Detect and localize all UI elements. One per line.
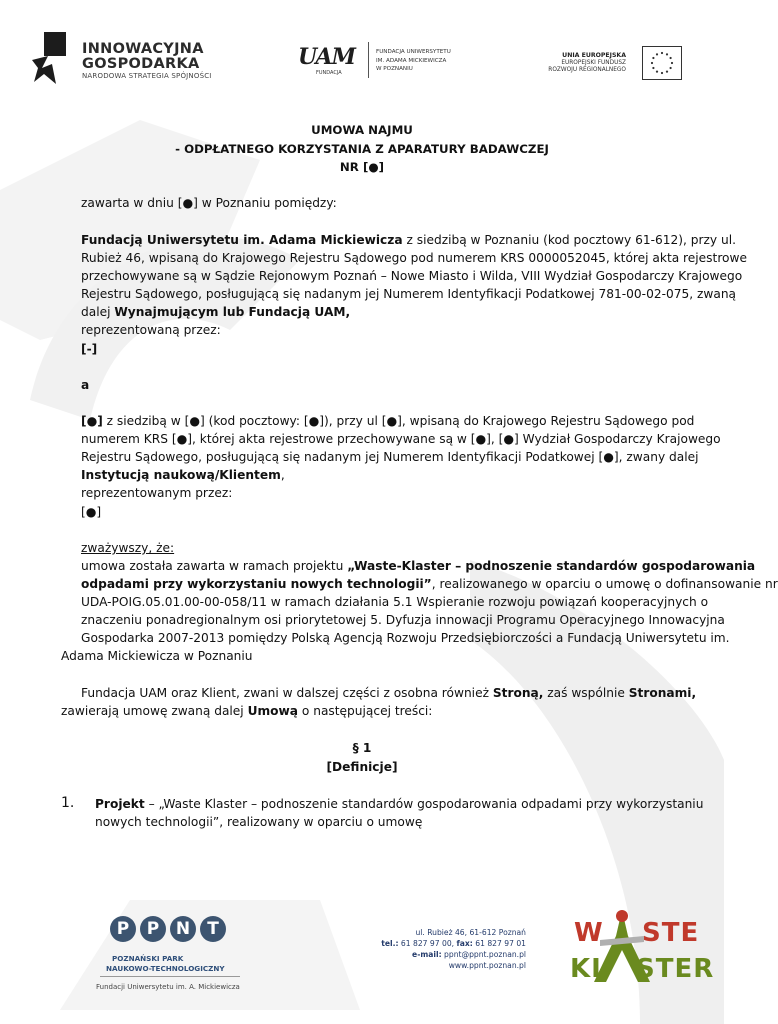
email-label: e-mail: <box>412 950 442 959</box>
uam-foundation-logo <box>298 40 468 80</box>
ppnt-logo <box>90 916 250 996</box>
waste-letter-w: W <box>574 918 604 948</box>
eu-logo <box>540 46 682 80</box>
whereas-project-name-cont: odpadami przy wykorzystaniu nowych technologii” <box>81 577 432 591</box>
tel-value: 61 827 97 00, <box>398 939 457 948</box>
parties-umowa: Umową <box>247 704 299 718</box>
party2-placeholder: [●] <box>81 414 103 428</box>
uam-divider <box>368 42 369 78</box>
parties-text-c: zaś wspólnie <box>543 686 629 700</box>
whereas-line1-pre: umowa została zawarta w ramach projektu <box>81 559 348 573</box>
parties-text-2c: o następującej treści: <box>298 704 433 718</box>
party1-line2: Rubież 46, wpisaną do Krajowego Rejestru Sądowego pod numerem KRS 0000052045, której akta rejestrowe <box>81 251 747 265</box>
party1-line5 <box>81 305 350 319</box>
uam-foundation-line3: W POZNANIU <box>376 66 413 72</box>
uam-small-label: FUNDACJA <box>316 70 342 76</box>
section-number: § 1 <box>352 741 372 755</box>
doc-title-line3: NR [●] <box>339 160 385 174</box>
ppnt-letter-n: N <box>170 916 196 942</box>
waste-letters-ster: STER <box>636 954 715 984</box>
party2-line4 <box>81 468 285 482</box>
ig-title-line1: INNOWACYJNA <box>82 41 204 57</box>
party1-represented: reprezentowaną przez: <box>81 323 221 337</box>
party1-line5-pre: dalej <box>81 305 115 319</box>
ppnt-letter-t: T <box>200 916 226 942</box>
party1-line4: Rejestru Sądowego, posługującą się nadanym jej Numerem Identyfikacji Podatkowej 781-00-02-075, zwaną <box>81 287 737 301</box>
parties-strona: Stroną, <box>492 686 544 700</box>
party2-representative: [●] <box>81 505 102 519</box>
contact-website[interactable]: www.ppnt.poznan.pl <box>448 961 526 970</box>
item1-number: 1. <box>61 795 75 811</box>
whereas-line3: UDA-POIG.05.01.00-00-058/11 w ramach działania 5.1 Wspieranie rozwoju powiązań kooperacyjnych o <box>81 595 709 609</box>
party1-line3: przechowywane są w Sądzie Rejonowym Poznań – Nowe Miasto i Wilda, VIII Wydział Gospodarczy Krajowego <box>81 269 743 283</box>
innowacyjna-gospodarka-logo <box>30 30 215 86</box>
star-burst-icon <box>30 30 74 86</box>
fax-value: 61 827 97 01 <box>472 939 526 948</box>
whereas-line5: Gospodarka 2007-2013 pomiędzy Polską Agencją Rozwoju Przedsiębiorczości a Fundacją Uniwersytetu im. <box>81 631 730 645</box>
tel-label: tel.: <box>381 939 399 948</box>
whereas-line2-rest: , realizowanego w oparciu o umowę o dofinansowanie nr <box>431 577 778 591</box>
ppnt-letter-p1: P <box>110 916 136 942</box>
item1-term: Projekt <box>95 797 145 811</box>
waste-letters-ste: STE <box>642 918 700 948</box>
party2-line2: numerem KRS [●], której akta rejestrowe przechowywane są w [●], [●] Wydział Gospodarczy Krajowego <box>81 432 721 446</box>
eu-line1: UNIA EUROPEJSKA <box>562 52 626 59</box>
parties-line1 <box>81 686 697 700</box>
parties-line2 <box>61 704 432 718</box>
fax-label: fax: <box>456 939 473 948</box>
party2-line3: Rejestru Sądowego, posługującą się nadanym jej Numerem Identyfikacji Podatkowej [●], zwany dalej <box>81 450 699 464</box>
whereas-heading: zważywszy, że: <box>81 541 175 555</box>
party2-line1 <box>81 414 695 428</box>
ppnt-divider <box>100 976 240 977</box>
party2-alias: Instytucją naukową/Klientem <box>81 468 281 482</box>
eu-line2: EUROPEJSKI FUNDUSZ <box>561 60 626 66</box>
item1-line2: nowych technologii”, realizowany w oparciu o umowę <box>95 815 423 829</box>
whereas-project-name: „Waste-Klaster – podnoszenie standardów gospodarowania <box>347 559 756 573</box>
parties-text-2a: zawierają umowę zwaną dalej <box>61 704 248 718</box>
ppnt-letter-p2: P <box>140 916 166 942</box>
uam-foundation-line1: FUNDACJA UNIWERSYTETU <box>376 49 451 55</box>
ppnt-foundation: Fundacji Uniwersytetu im. A. Mickiewicza <box>96 983 240 991</box>
conjunction-a: a <box>81 378 90 392</box>
parties-text-a: Fundacja UAM oraz Klient, zwani w dalszej części z osobna również <box>81 686 493 700</box>
uam-foundation-line2: IM. ADAMA MICKIEWICZA <box>376 57 447 64</box>
whereas-line6: Adama Mickiewicza w Poznaniu <box>61 649 253 663</box>
party1-alias: Wynajmującym lub Fundacją UAM, <box>114 305 351 319</box>
doc-title-line1: UMOWA NAJMU <box>311 123 413 137</box>
doc-title-line2: - ODPŁATNEGO KORZYSTANIA Z APARATURY BADAWCZEJ <box>175 142 549 156</box>
party1-line1 <box>81 233 736 247</box>
party1-representative: [-] <box>81 342 98 356</box>
eu-flag-icon <box>642 46 682 80</box>
party1-line1-rest: z siedzibą w Poznaniu (kod pocztowy 61-612), przy ul. <box>402 233 736 247</box>
party2-line4-rest: , <box>280 468 285 482</box>
email-value: ppnt@ppnt.poznan.pl <box>441 950 526 959</box>
party2-represented: reprezentowanym przez: <box>81 486 233 500</box>
eu-line3: ROZWOJU REGIONALNEGO <box>548 67 626 73</box>
party2-line1-rest: z siedzibą w [●] (kod pocztowy: [●]), przy ul [●], wpisaną do Krajowego Rejestru Sądowego pod <box>102 414 695 428</box>
parties-stronami: Stronami, <box>628 686 697 700</box>
ig-title-line2: GOSPODARKA <box>82 56 200 72</box>
contact-block <box>381 927 526 971</box>
contact-address: ul. Rubież 46, 61-612 Poznań <box>415 928 526 937</box>
section-title: [Definicje] <box>326 760 398 774</box>
item1-line1-rest: – „Waste Klaster – podnoszenie standardów gospodarowania odpadami przy wykorzystaniu <box>144 797 704 811</box>
whereas-line4: znaczeniu ponadregionalnym osi priorytetowej 5. Dyfuzja innowacji Programu Operacyjnego Innowacyjna <box>81 613 725 627</box>
contact-email[interactable] <box>381 949 526 960</box>
whereas-line2 <box>81 577 778 591</box>
ig-subtitle: NARODOWA STRATEGIA SPÓJNOŚCI <box>82 72 212 80</box>
whereas-line1 <box>81 559 756 573</box>
waste-letters-kl: KL <box>570 954 609 984</box>
party1-name: Fundacją Uniwersytetu im. Adama Mickiewicza <box>81 233 403 247</box>
ppnt-name-line1: POZNAŃSKI PARK <box>112 954 184 963</box>
intro-text: zawarta w dniu [●] w Poznaniu pomiędzy: <box>81 196 337 210</box>
waste-klaster-logo <box>566 906 715 986</box>
ppnt-name-line2: NAUKOWO-TECHNOLOGICZNY <box>106 964 225 973</box>
item1-line1 <box>95 797 703 811</box>
uam-mark: UAM <box>298 44 355 70</box>
contact-phone-fax <box>381 938 526 949</box>
